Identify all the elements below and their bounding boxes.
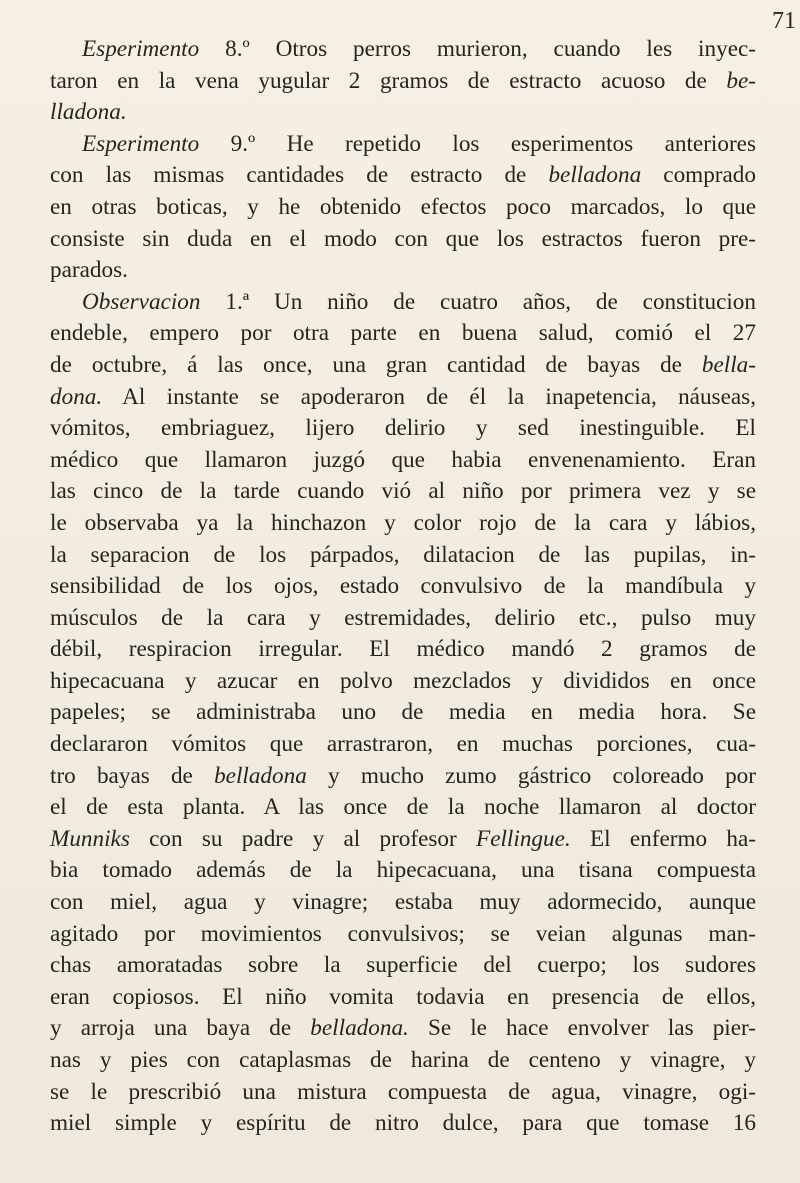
text-line	[50, 160, 756, 192]
text-span: 8.º Otros perros murieron, cuando les inyec-	[199, 36, 756, 62]
text-line	[50, 508, 756, 540]
text-line	[50, 1013, 756, 1045]
text-line	[50, 540, 756, 572]
text-span: taron en la vena yugular 2 gramos de estracto acuoso de	[50, 67, 727, 94]
text-span: Se le hace envolver las pier-	[408, 1015, 757, 1042]
body-text	[50, 34, 756, 1140]
italic-text: Esperimento	[82, 130, 200, 157]
text-line	[50, 382, 756, 414]
text-line	[50, 729, 756, 761]
text-span: papeles; se administraba uno de media en media hora. Se	[50, 699, 756, 726]
text-span: eran copiosos. El niño vomita todavia en presencia de ellos,	[50, 983, 756, 1010]
text-span: consiste sin duda en el modo con que los estractos fueron pre-	[50, 225, 756, 252]
text-line	[50, 350, 756, 382]
text-line	[50, 224, 756, 256]
text-line	[50, 950, 756, 982]
text-line	[50, 97, 756, 129]
text-span: con las mismas cantidades de estracto de	[50, 162, 549, 189]
text-span: con su padre y al profesor	[129, 825, 477, 852]
text-span: agitado por movimientos convulsivos; se veian algunas man-	[50, 920, 756, 947]
text-line	[50, 603, 756, 635]
text-line	[50, 192, 756, 224]
text-line	[50, 255, 756, 287]
text-span: músculos de la cara y estremidades, delirio etc., pulso muy	[50, 604, 756, 631]
text-span: declararon vómitos que arrastraron, en muchas porciones, cua-	[50, 731, 756, 758]
text-line	[50, 887, 756, 919]
text-span: la separacion de los párpados, dilatacion de las pupilas, in-	[50, 541, 756, 568]
text-span: endeble, empero por otra parte en buena salud, comió el 27	[50, 320, 756, 347]
italic-text: Fellingue.	[476, 825, 571, 852]
page-number: 71	[772, 8, 796, 34]
text-span: 9.º He repetido los esperimentos anteriores	[199, 130, 756, 157]
text-line	[50, 855, 756, 887]
text-line	[50, 697, 756, 729]
text-line	[50, 66, 756, 98]
text-span: nas y pies con cataplasmas de harina de centeno y vinagre, y	[50, 1047, 756, 1073]
text-span: débil, respiracion irregular. El médico mandó 2 gramos de	[50, 636, 756, 663]
text-line	[50, 571, 756, 603]
text-span: en otras boticas, y he obtenido efectos poco marcados, lo que	[50, 193, 756, 220]
text-span: Al instante se apoderaron de él la inapetencia, náuseas,	[102, 383, 756, 410]
text-span: miel simple y espíritu de nitro dulce, para que tomase 16	[50, 1110, 756, 1137]
text-line	[50, 129, 756, 161]
text-span: bia tomado además de la hipecacuana, una tisana compuesta	[50, 857, 756, 884]
text-line	[50, 413, 756, 445]
text-line	[50, 445, 756, 477]
text-span: El enfermo ha-	[570, 825, 756, 852]
text-span: y mucho zumo gástrico coloreado por	[306, 762, 756, 789]
text-span: se le prescribió una mistura compuesta de agua, vinagre, ogi-	[50, 1078, 756, 1105]
text-line	[50, 792, 756, 824]
italic-text: Esperimento	[82, 36, 200, 62]
text-line	[50, 761, 756, 793]
italic-text: lladona.	[50, 99, 127, 126]
text-span: médico que llamaron juzgó que habia envenenamiento. Eran	[50, 446, 756, 473]
text-line	[50, 1108, 756, 1140]
text-span: y arroja una baya de	[50, 1015, 311, 1042]
italic-text: belladona.	[310, 1015, 409, 1042]
text-span: hipecacuana y azucar en polvo mezclados y divididos en once	[50, 667, 756, 694]
text-line	[50, 34, 756, 66]
text-span: el de esta planta. A las once de la noche llamaron al doctor	[50, 794, 756, 821]
text-span: comprado	[641, 162, 756, 189]
text-span: 1.ª Un niño de cuatro años, de constitucion	[200, 288, 756, 315]
text-span: tro bayas de	[50, 762, 215, 789]
text-span: sensibilidad de los ojos, estado convulsivo de la mandíbula y	[50, 573, 756, 600]
text-span: con miel, agua y vinagre; estaba muy adormecido, aunque	[50, 889, 756, 916]
italic-text: belladona	[548, 162, 642, 189]
text-line	[50, 1077, 756, 1109]
italic-text: Observacion	[82, 288, 201, 315]
text-line	[50, 318, 756, 350]
text-span: chas amoratadas sobre la superficie del cuerpo; los sudores	[50, 952, 756, 979]
text-line	[50, 287, 756, 319]
italic-text: dona.	[50, 383, 103, 410]
text-line	[50, 919, 756, 951]
text-span: le observaba ya la hinchazon y color rojo de la cara y lábios,	[50, 509, 756, 536]
italic-text: bella-	[701, 351, 756, 378]
text-span: de octubre, á las once, una gran cantidad de bayas de	[50, 351, 702, 378]
text-line	[50, 666, 756, 698]
text-line	[50, 1045, 756, 1077]
italic-text: belladona	[214, 762, 307, 789]
text-line	[50, 634, 756, 666]
italic-text: Munniks	[50, 825, 130, 852]
text-span: vómitos, embriaguez, lijero delirio y sed inestinguible. El	[50, 415, 756, 442]
text-line	[50, 982, 756, 1014]
text-span: parados.	[50, 257, 128, 284]
text-line	[50, 824, 756, 856]
text-line	[50, 476, 756, 508]
text-span: las cinco de la tarde cuando vió al niño por primera vez y se	[50, 478, 756, 505]
italic-text: be-	[726, 67, 756, 94]
